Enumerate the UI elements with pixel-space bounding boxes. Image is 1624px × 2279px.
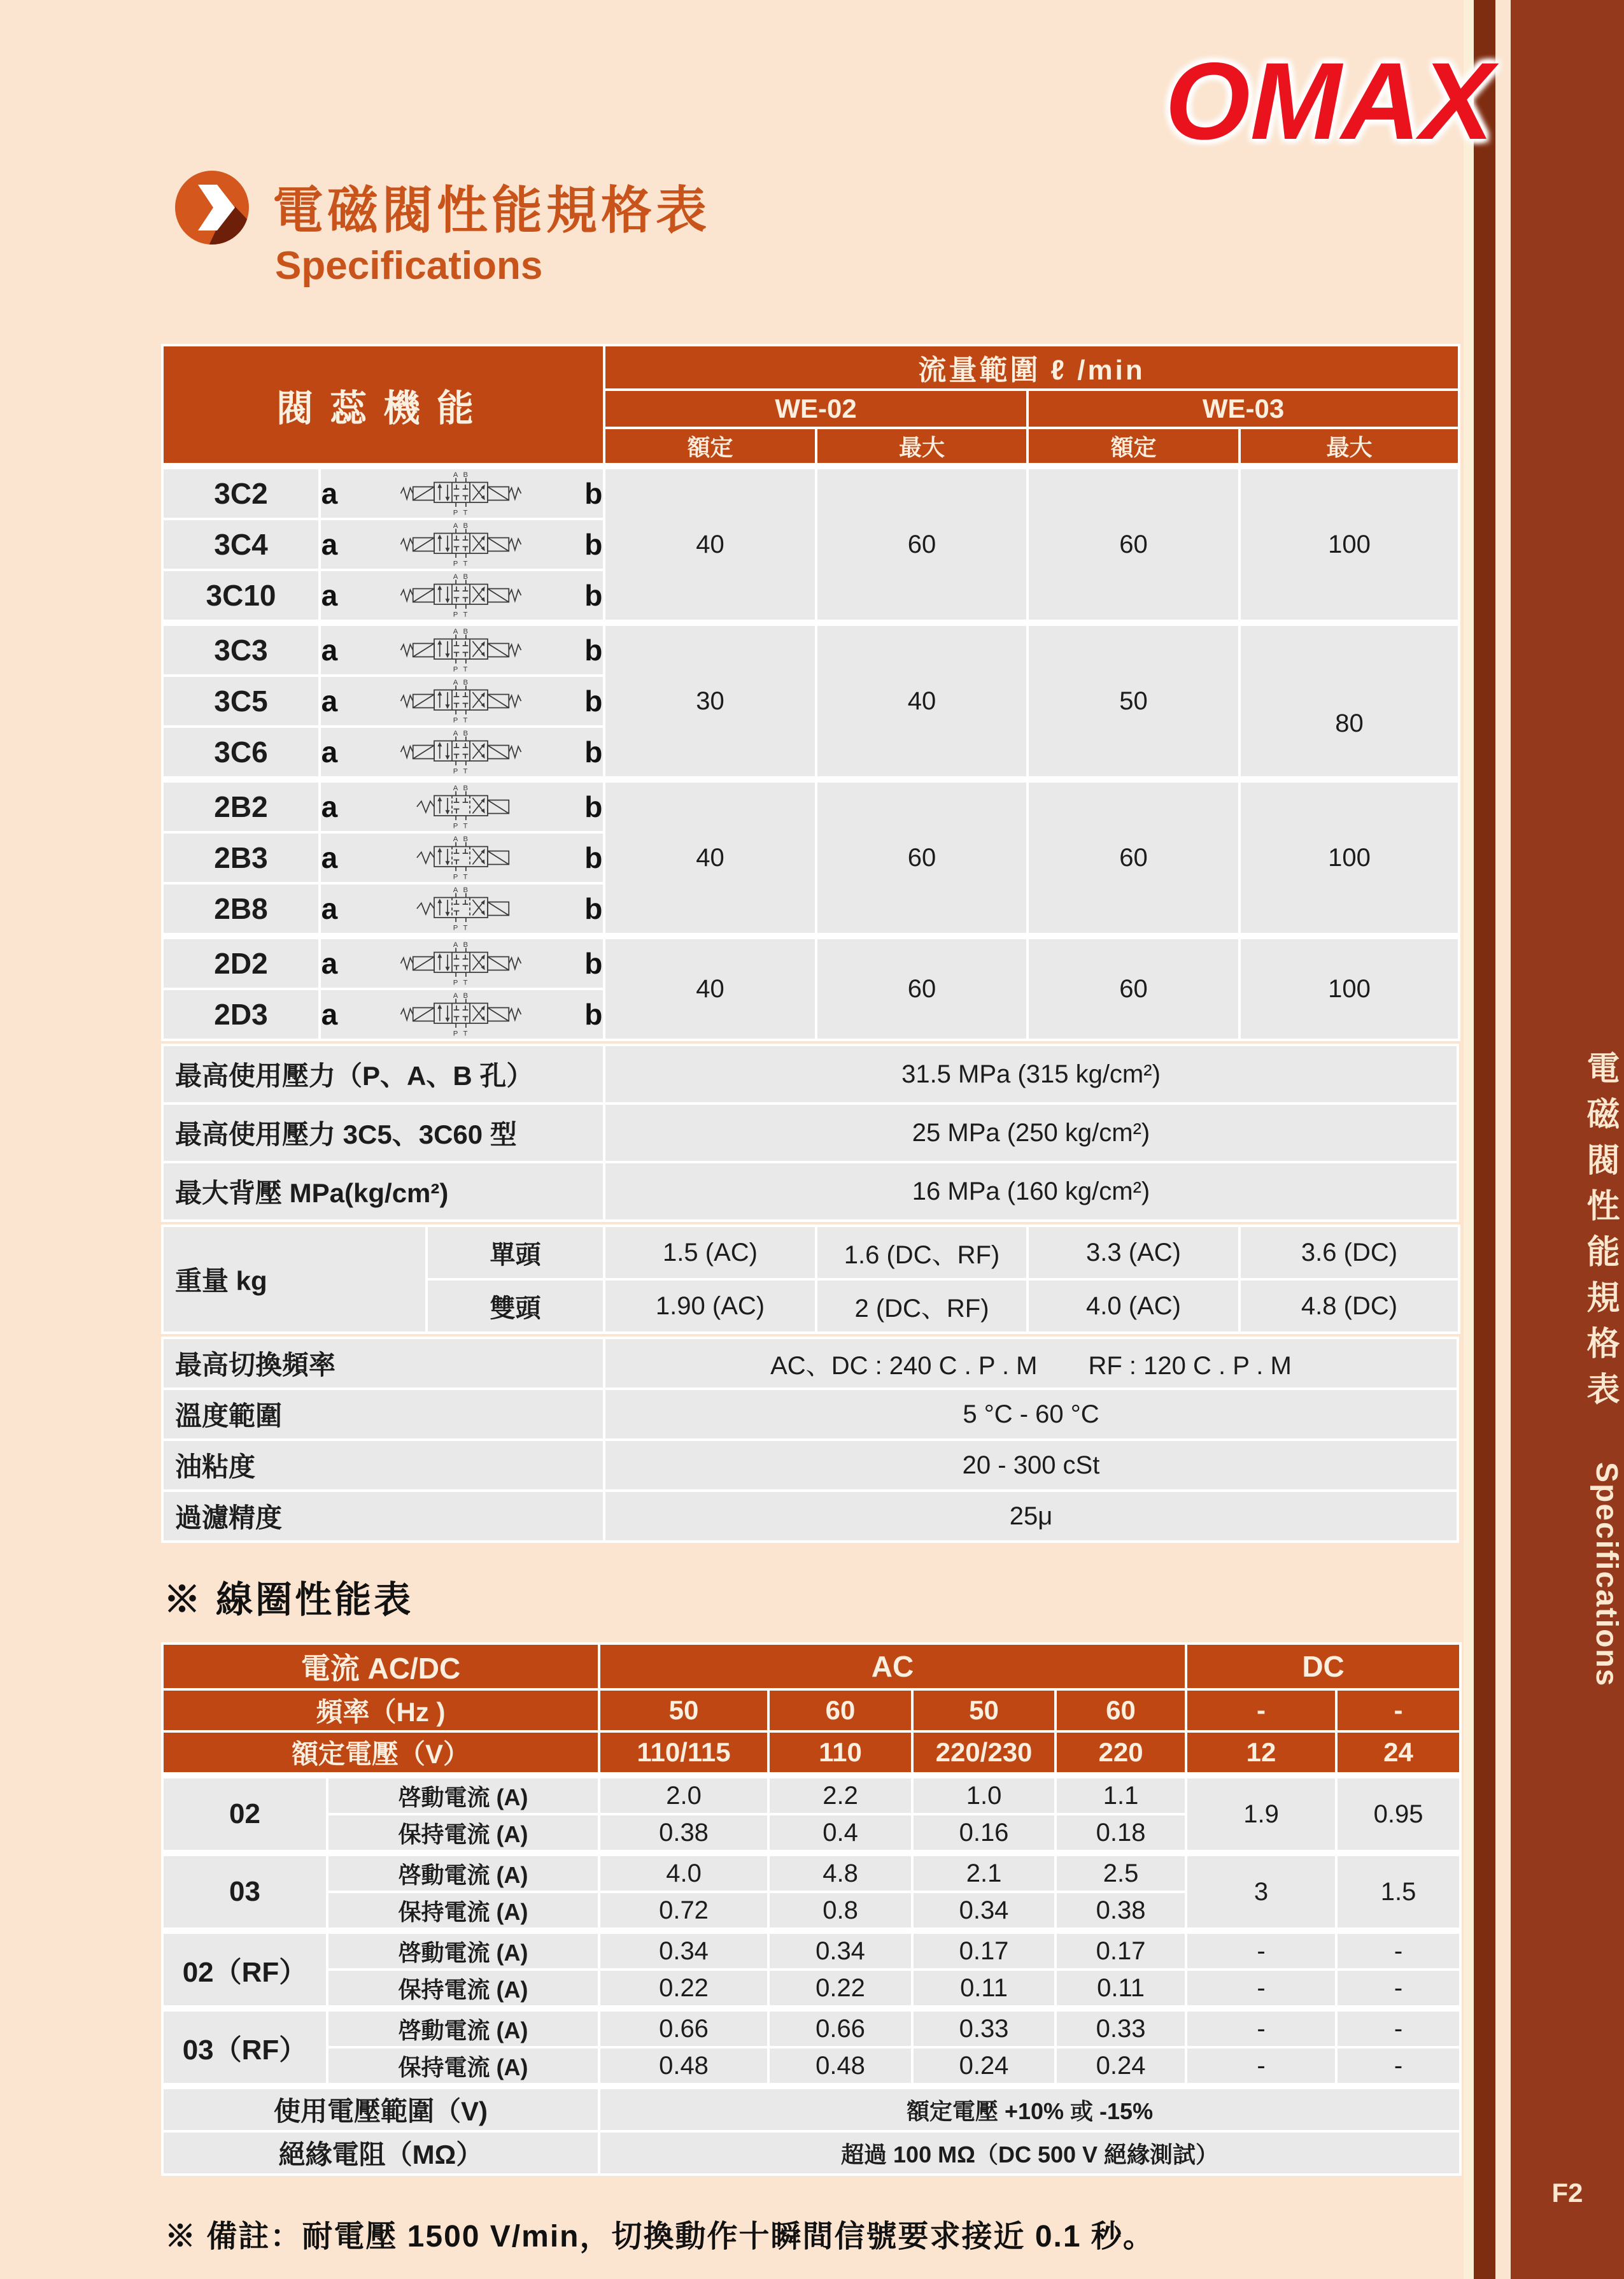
coil-value: 0.34 — [770, 1930, 911, 1968]
insulation-value: 超過 100 MΩ（DC 500 V 絕緣測試） — [600, 2133, 1459, 2173]
flow-value: 100 — [1241, 465, 1458, 620]
coil-value: 0.8 — [770, 1893, 911, 1928]
valve-model: 3C3 — [164, 622, 318, 674]
valve-model: 2B3 — [164, 834, 318, 882]
spec-label: 溫度範圍 — [164, 1390, 603, 1438]
coil-value: 0.48 — [770, 2048, 911, 2083]
voltage-value: 110/115 — [600, 1733, 767, 1772]
coil-value: 1.1 — [1057, 1775, 1185, 1813]
start-current-label: 啓動電流 (A) — [328, 1775, 598, 1813]
valve-schematic-icon — [353, 835, 569, 880]
freq-value: 50 — [914, 1691, 1054, 1730]
coil-table — [161, 1642, 1462, 2176]
table-row — [164, 1163, 1457, 1219]
weight-value: 4.8 (DC) — [1241, 1281, 1458, 1331]
spec-value: 25μ — [605, 1492, 1457, 1540]
coil-value: 0.38 — [1057, 1893, 1185, 1928]
flow-value: 40 — [817, 622, 1026, 776]
valve-model: 3C5 — [164, 677, 318, 725]
start-current-label: 啓動電流 (A) — [328, 1852, 598, 1891]
table-row — [164, 1390, 1457, 1438]
valve-model: 3C2 — [164, 465, 318, 518]
page-title: 電磁閥性能規格表 — [272, 182, 710, 239]
valve-symbol-cell — [321, 935, 603, 988]
coil-value: 2.1 — [914, 1852, 1054, 1891]
hold-current-label: 保持電流 (A) — [328, 1893, 598, 1928]
table-row — [164, 1930, 1459, 1968]
footnote: ※ 備註：耐電壓 1500 V/min，切換動作十瞬間信號要求接近 0.1 秒。 — [165, 2220, 1155, 2254]
coil-value: 0.24 — [1057, 2048, 1185, 2083]
coil-value: - — [1187, 1971, 1335, 2005]
table-row — [164, 1492, 1457, 1540]
flow-value: 50 — [1029, 622, 1238, 776]
spec-label: 油粘度 — [164, 1441, 603, 1489]
valve-row — [164, 779, 1458, 831]
table-row — [164, 1339, 1457, 1388]
spec-label: 最高使用壓力（P、A、B 孔） — [164, 1046, 603, 1102]
valve-symbol-cell — [321, 990, 603, 1039]
spec-label: 最高使用壓力 3C5、3C60 型 — [164, 1105, 603, 1161]
coil-section-title: ※ 線圈性能表 — [164, 1579, 414, 1621]
rated-header: 額定 — [605, 429, 815, 463]
solenoid-a-label: a — [321, 579, 338, 612]
valve-symbol-cell — [321, 622, 603, 674]
start-current-label: 啓動電流 (A) — [328, 1930, 598, 1968]
spec-label: 最大背壓 MPa(kg/cm²) — [164, 1163, 603, 1219]
solenoid-b-label: b — [584, 685, 603, 718]
table-row — [164, 1971, 1459, 2005]
valve-schematic-icon — [353, 471, 569, 516]
valve-symbol-cell — [321, 571, 603, 620]
weight-label: 重量 kg — [164, 1227, 425, 1331]
coil-value-dc: 1.9 — [1187, 1775, 1335, 1850]
solenoid-a-label: a — [321, 685, 338, 718]
flow-value: 60 — [817, 465, 1026, 620]
freq-value: - — [1338, 1691, 1459, 1730]
table-row — [164, 1775, 1459, 1813]
solenoid-a-label: a — [321, 841, 338, 874]
coil-value: 0.4 — [770, 1815, 911, 1850]
valve-schematic-icon — [353, 628, 569, 672]
table-row — [164, 1645, 1459, 1688]
coil-value: - — [1187, 1930, 1335, 1968]
solenoid-b-label: b — [584, 477, 603, 510]
page-number: F2 — [1551, 2178, 1583, 2208]
solenoid-a-label: a — [321, 477, 338, 510]
valve-symbol-cell — [321, 677, 603, 725]
flow-value: 60 — [1029, 779, 1238, 933]
flow-value: 100 — [1241, 779, 1458, 933]
weight-table — [161, 1225, 1460, 1334]
coil-value: 0.17 — [914, 1930, 1054, 1968]
coil-value: 0.22 — [600, 1971, 767, 2005]
flow-value: 80 — [1241, 622, 1458, 776]
valve-symbol-cell — [321, 779, 603, 831]
coil-value-dc: 0.95 — [1338, 1775, 1459, 1850]
voltage-value: 110 — [770, 1733, 911, 1772]
voltage-value: 220 — [1057, 1733, 1185, 1772]
coil-value: 0.66 — [600, 2008, 767, 2046]
main-content — [161, 344, 1459, 2255]
freq-value: 50 — [600, 1691, 767, 1730]
coil-value: 0.18 — [1057, 1815, 1185, 1850]
we03-header: WE-03 — [1029, 391, 1458, 427]
solenoid-b-label: b — [584, 892, 603, 925]
flow-value: 60 — [817, 935, 1026, 1039]
valve-symbol-cell — [321, 520, 603, 569]
solenoid-a-label: a — [321, 735, 338, 769]
pressure-table — [161, 1044, 1459, 1222]
hold-current-label: 保持電流 (A) — [328, 1971, 598, 2005]
sidebar-title-en: Specifications — [1590, 1462, 1623, 1687]
valve-model: 2D3 — [164, 990, 318, 1039]
table-row — [164, 1691, 1459, 1730]
coil-value: 0.48 — [600, 2048, 767, 2083]
coil-value: - — [1338, 1971, 1459, 2005]
coil-value: - — [1187, 2048, 1335, 2083]
coil-value: 0.16 — [914, 1815, 1054, 1850]
solenoid-a-label: a — [321, 528, 338, 561]
coil-value: 0.72 — [600, 1893, 767, 1928]
ac-header: AC — [600, 1645, 1185, 1688]
coil-value-dc: 1.5 — [1338, 1852, 1459, 1928]
spec-value: 5 °C - 60 °C — [605, 1390, 1457, 1438]
sidebar-title-cjk: 電磁閥性能規格表 — [1581, 1051, 1618, 1418]
frequency-header: 頻率（Hz ) — [164, 1691, 598, 1730]
solenoid-a-label: a — [321, 998, 338, 1031]
weight-value: 3.6 (DC) — [1241, 1227, 1458, 1278]
table-row — [164, 2008, 1459, 2046]
freq-value: - — [1187, 1691, 1335, 1730]
weight-value: 4.0 (AC) — [1029, 1281, 1238, 1331]
rated-header: 額定 — [1029, 429, 1238, 463]
current-header: 電流 AC/DC — [164, 1645, 598, 1688]
double-head-label: 雙頭 — [428, 1281, 603, 1331]
coil-value: 0.34 — [914, 1893, 1054, 1928]
coil-value: 0.24 — [914, 2048, 1054, 2083]
coil-model: 02 — [164, 1775, 326, 1850]
valve-schematic-icon — [353, 730, 569, 774]
coil-model: 02（RF） — [164, 1930, 326, 2005]
spec-value: 16 MPa (160 kg/cm²) — [605, 1163, 1457, 1219]
valve-symbol-cell — [321, 728, 603, 776]
valve-schematic-icon — [353, 941, 569, 986]
flow-value: 60 — [1029, 935, 1238, 1039]
valve-schematic-icon — [353, 522, 569, 567]
coil-value: - — [1338, 2048, 1459, 2083]
start-current-label: 啓動電流 (A) — [328, 2008, 598, 2046]
weight-value: 1.5 (AC) — [605, 1227, 815, 1278]
spec-value: 25 MPa (250 kg/cm²) — [605, 1105, 1457, 1161]
solenoid-a-label: a — [321, 947, 338, 980]
valve-model: 2B8 — [164, 884, 318, 933]
table-row — [164, 1046, 1457, 1102]
weight-value: 1.90 (AC) — [605, 1281, 815, 1331]
insulation-label: 絕緣電阻（MΩ） — [164, 2133, 598, 2173]
valve-symbol-cell — [321, 884, 603, 933]
coil-value: 2.0 — [600, 1775, 767, 1813]
weight-value: 1.6 (DC、RF) — [817, 1227, 1026, 1278]
flow-value: 30 — [605, 622, 815, 776]
spec-label: 過濾精度 — [164, 1492, 603, 1540]
spec-label: 最高切換頻率 — [164, 1339, 603, 1388]
coil-value: 0.66 — [770, 2008, 911, 2046]
coil-value: 4.0 — [600, 1852, 767, 1891]
solenoid-b-label: b — [584, 998, 603, 1031]
voltage-value: 220/230 — [914, 1733, 1054, 1772]
coil-value: 0.33 — [1057, 2008, 1185, 2046]
flow-value: 40 — [605, 935, 815, 1039]
coil-value: - — [1338, 1930, 1459, 1968]
coil-model: 03 — [164, 1852, 326, 1928]
voltage-range-value: 額定電壓 +10% 或 -15% — [600, 2085, 1459, 2130]
coil-value: 1.0 — [914, 1775, 1054, 1813]
coil-model: 03（RF） — [164, 2008, 326, 2083]
valve-schematic-icon — [353, 573, 569, 618]
spec-value: AC、DC : 240 C . P . M RF : 120 C . P . M — [605, 1339, 1457, 1388]
hold-current-label: 保持電流 (A) — [328, 2048, 598, 2083]
coil-value: 0.17 — [1057, 1930, 1185, 1968]
weight-value: 2 (DC、RF) — [817, 1281, 1026, 1331]
solenoid-b-label: b — [584, 790, 603, 823]
table-row — [164, 1227, 1458, 1278]
coil-value: - — [1338, 2008, 1459, 2046]
valve-schematic-icon — [353, 992, 569, 1037]
table-row — [164, 1852, 1459, 1891]
dc-header: DC — [1187, 1645, 1459, 1688]
table-row — [164, 1733, 1459, 1772]
freq-value: 60 — [1057, 1691, 1185, 1730]
valve-symbol-cell — [321, 834, 603, 882]
solenoid-b-label: b — [584, 735, 603, 769]
voltage-header: 額定電壓（V） — [164, 1733, 598, 1772]
sidebar-pale-line — [1464, 0, 1474, 2279]
valve-schematic-icon — [353, 785, 569, 829]
valve-symbol-cell — [321, 465, 603, 518]
valve-model: 2B2 — [164, 779, 318, 831]
table-row — [164, 2048, 1459, 2083]
valve-model: 3C10 — [164, 571, 318, 620]
spec-corner-header: 閥蕊機能 — [164, 346, 603, 463]
valve-model: 3C4 — [164, 520, 318, 569]
omax-logo: OMAX — [1165, 40, 1493, 162]
valve-schematic-icon — [353, 886, 569, 931]
flow-value: 60 — [817, 779, 1026, 933]
chevron-circle-icon — [174, 169, 250, 246]
coil-value: 0.11 — [914, 1971, 1054, 2005]
coil-value-dc: 3 — [1187, 1852, 1335, 1928]
solenoid-b-label: b — [584, 841, 603, 874]
valve-row — [164, 465, 1458, 518]
coil-value: 0.11 — [1057, 1971, 1185, 2005]
solenoid-b-label: b — [584, 528, 603, 561]
coil-value: 0.33 — [914, 2008, 1054, 2046]
voltage-value: 24 — [1338, 1733, 1459, 1772]
coil-value: 0.22 — [770, 1971, 911, 2005]
coil-value: 0.34 — [600, 1930, 767, 1968]
max-header: 最大 — [817, 429, 1026, 463]
coil-value: - — [1187, 2008, 1335, 2046]
flow-value: 40 — [605, 779, 815, 933]
table-row — [164, 2085, 1459, 2130]
table-row — [164, 1441, 1457, 1489]
flow-value: 60 — [1029, 465, 1238, 620]
coil-value: 2.2 — [770, 1775, 911, 1813]
solenoid-a-label: a — [321, 892, 338, 925]
max-header: 最大 — [1241, 429, 1458, 463]
valve-schematic-icon — [353, 679, 569, 723]
sidebar-vertical-text — [1511, 700, 1624, 2038]
coil-value: 2.5 — [1057, 1852, 1185, 1891]
misc-table — [161, 1337, 1459, 1543]
solenoid-a-label: a — [321, 790, 338, 823]
flow-value: 100 — [1241, 935, 1458, 1039]
voltage-range-label: 使用電壓範圍（V) — [164, 2085, 598, 2130]
table-row — [164, 1105, 1457, 1161]
valve-row — [164, 935, 1458, 988]
page-subtitle: Specifications — [275, 244, 543, 288]
valve-model: 3C6 — [164, 728, 318, 776]
flow-range-header: 流量範圍 ℓ /min — [605, 346, 1458, 388]
valve-model: 2D2 — [164, 935, 318, 988]
table-row — [164, 2133, 1459, 2173]
freq-value: 60 — [770, 1691, 911, 1730]
hold-current-label: 保持電流 (A) — [328, 1815, 598, 1850]
valve-row — [164, 622, 1458, 674]
coil-value: 0.38 — [600, 1815, 767, 1850]
coil-value: 4.8 — [770, 1852, 911, 1891]
flow-value: 40 — [605, 465, 815, 620]
single-head-label: 單頭 — [428, 1227, 603, 1278]
solenoid-b-label: b — [584, 634, 603, 667]
weight-value: 3.3 (AC) — [1029, 1227, 1238, 1278]
sidebar-accent-stripe — [1474, 0, 1495, 2279]
spec-table — [161, 344, 1460, 1041]
solenoid-b-label: b — [584, 579, 603, 612]
voltage-value: 12 — [1187, 1733, 1335, 1772]
solenoid-a-label: a — [321, 634, 338, 667]
spec-value: 20 - 300 cSt — [605, 1441, 1457, 1489]
solenoid-b-label: b — [584, 947, 603, 980]
spec-value: 31.5 MPa (315 kg/cm²) — [605, 1046, 1457, 1102]
we02-header: WE-02 — [605, 391, 1026, 427]
